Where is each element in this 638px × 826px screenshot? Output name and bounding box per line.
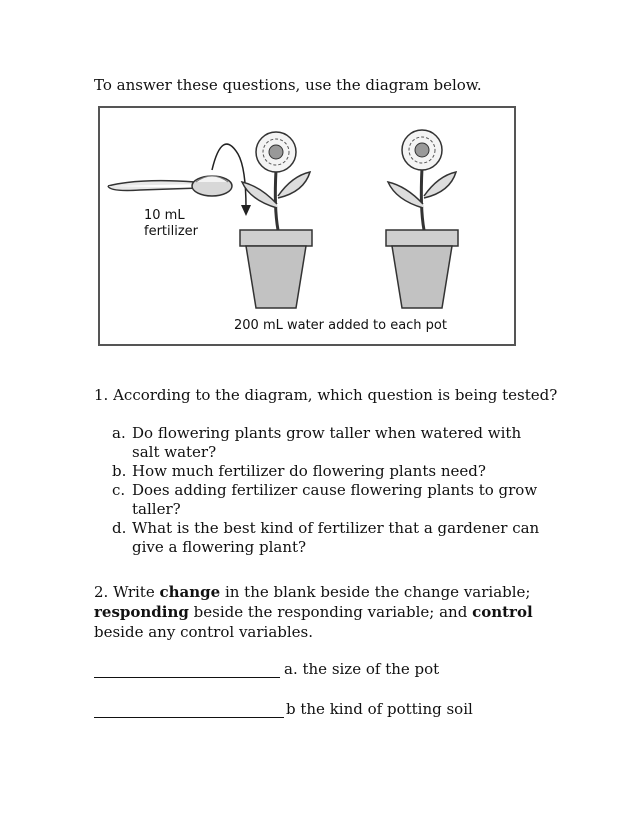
answer-blank-b[interactable] — [94, 701, 284, 718]
option-letter: d. — [112, 519, 127, 537]
option-c[interactable] — [112, 481, 552, 519]
option-letter: b. — [112, 462, 127, 480]
plant-with-fertilizer-icon — [240, 132, 312, 308]
experiment-diagram — [98, 106, 516, 346]
keyword-control: control — [472, 603, 533, 621]
keyword-change: change — [159, 583, 221, 601]
question-2-prompt — [94, 582, 534, 642]
control-plant-icon — [386, 130, 458, 308]
q2-prefix: 2. Write — [94, 583, 160, 601]
fertilizer-word: fertilizer — [144, 224, 199, 239]
keyword-responding: responding — [94, 603, 189, 621]
option-a[interactable] — [112, 424, 552, 462]
question-1-prompt: 1. According to the diagram, which question is being tested? — [94, 386, 558, 404]
variable-row-b — [94, 700, 473, 718]
option-text: How much fertilizer do flowering plants need? — [132, 462, 486, 480]
option-letter: c. — [112, 481, 126, 499]
q2-text-1: in the blank beside the change variable; — [220, 583, 531, 601]
fertilizer-amount: 10 mL — [144, 208, 185, 223]
option-letter: a. — [112, 424, 126, 442]
q2-text-2: beside the responding variable; and — [188, 603, 473, 621]
option-text: Do flowering plants grow taller when watered with salt water? — [132, 424, 522, 461]
answer-blank-a[interactable] — [94, 661, 280, 678]
option-b[interactable] — [112, 462, 552, 481]
variable-row-a — [94, 660, 439, 678]
option-d[interactable] — [112, 519, 552, 557]
option-text: What is the best kind of fertilizer that a gardener can give a flowering plant? — [132, 519, 540, 556]
intro-text: To answer these questions, use the diagram below. — [94, 76, 482, 94]
question-1-options — [112, 424, 552, 557]
q2-text-3: beside any control variables. — [94, 623, 314, 641]
water-label: 200 mL water added to each pot — [234, 318, 447, 333]
fertilizer-label — [144, 208, 214, 240]
option-text: Does adding fertilizer cause flowering plants to grow taller? — [132, 481, 538, 518]
variable-label-b: b the kind of potting soil — [286, 700, 473, 718]
spoon-icon — [108, 176, 232, 196]
variable-label-a: a. the size of the pot — [284, 660, 440, 678]
